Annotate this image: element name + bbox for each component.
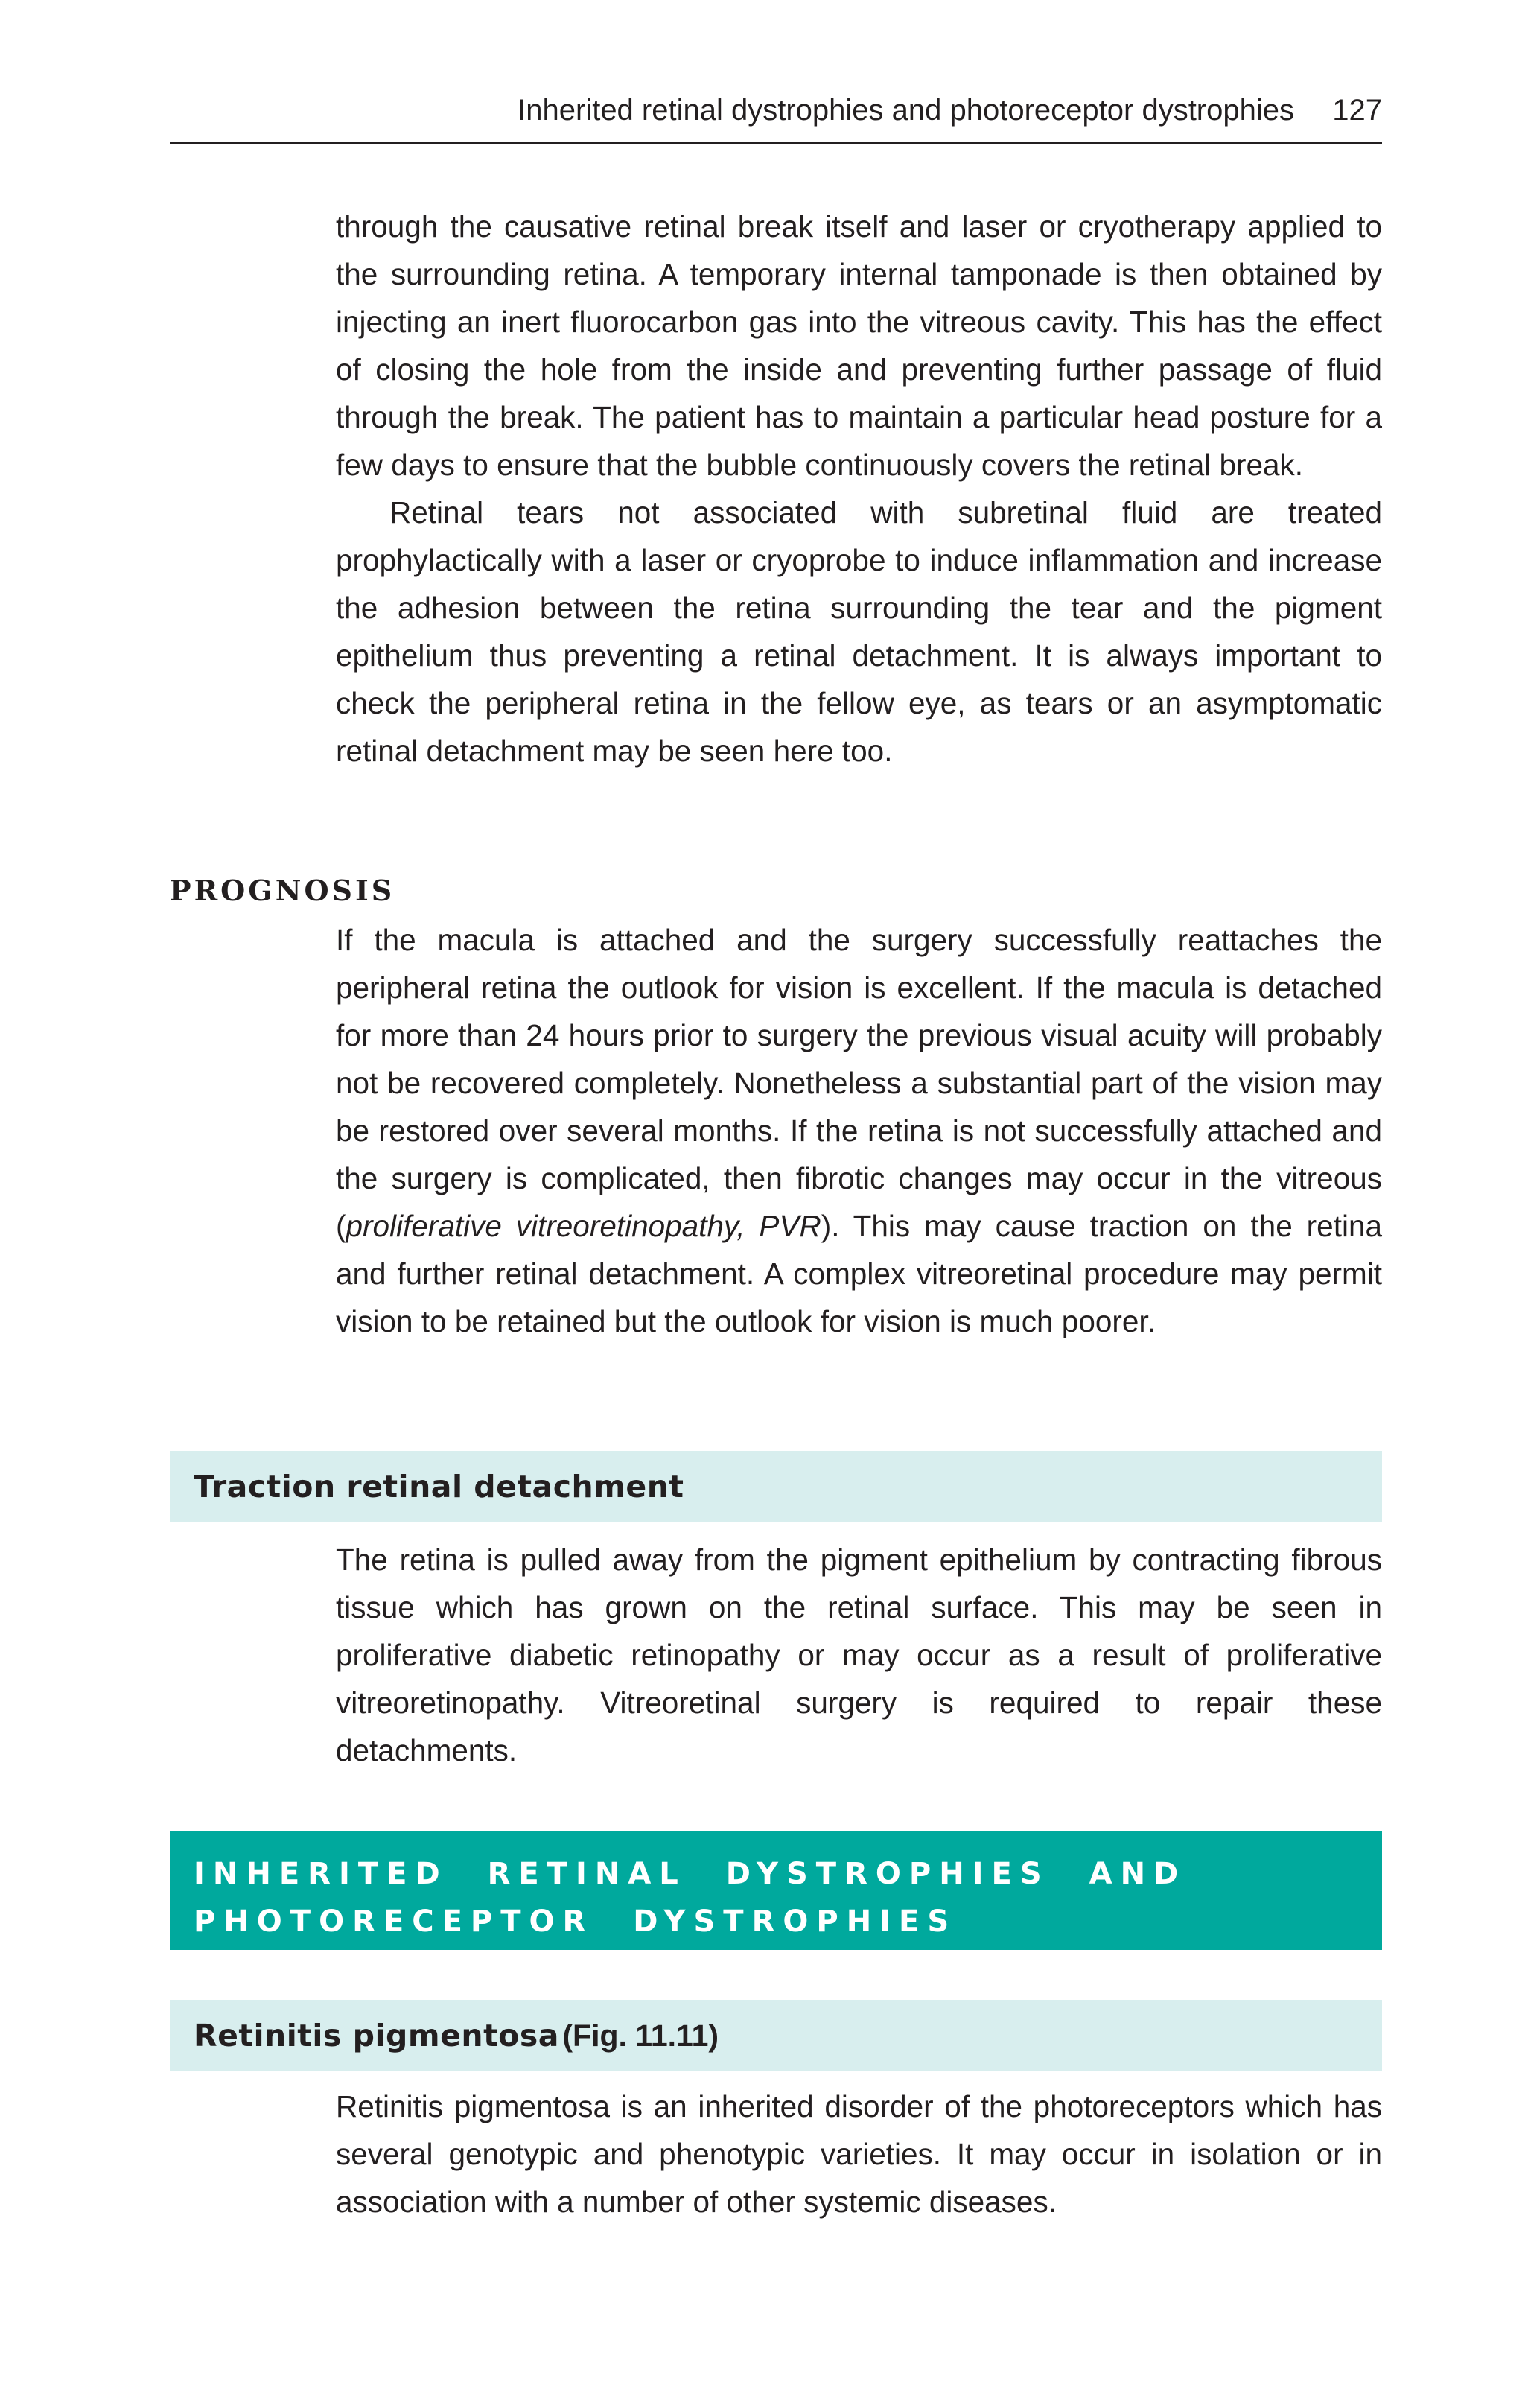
rp-fig-reference: (Fig. 11.11) — [562, 2018, 719, 2053]
prognosis-text — [336, 916, 1382, 1345]
page-number: 127 — [1332, 94, 1382, 127]
section-heading-band — [170, 1831, 1382, 1950]
traction-heading: Traction retinal detachment — [194, 1469, 684, 1505]
prognosis-paragraph — [336, 916, 1382, 1345]
prognosis-italic-term: proliferative vitreoretinopathy, PVR — [346, 1209, 821, 1243]
rp-heading-band — [170, 2000, 1382, 2071]
rp-text — [336, 2083, 1382, 2226]
section-heading-line-2: PHOTORECEPTOR DYSTROPHIES — [194, 1905, 958, 1939]
running-title: Inherited retinal dystrophies and photoreceptor dystrophies — [518, 94, 1294, 127]
rp-heading: Retinitis pigmentosa — [194, 2018, 559, 2053]
rp-paragraph: Retinitis pigmentosa is an inherited disorder of the photoreceptors which has several genotypic and phenotypic varieties. It may occur in isolation or in association with a number of other systemic diseases. — [336, 2089, 1382, 2219]
prognosis-heading: PROGNOSIS — [170, 874, 395, 907]
section-heading-line-1: INHERITED RETINAL DYSTROPHIES AND — [194, 1857, 1187, 1891]
traction-heading-band — [170, 1451, 1382, 1522]
intro-paragraph-2: Retinal tears not associated with subretinal fluid are treated prophylactically with a laser or cryoprobe to induce inflammation and increase the adhesion between the retina surrounding the tear and the pigment epithelium thus preventing a retinal detachment. It is always important to check the peripheral retina in the fellow eye, as tears or an asymptomatic retinal detachment may be seen here too. — [336, 495, 1382, 768]
traction-paragraph: The retina is pulled away from the pigment epithelium by contracting fibrous tissue which has grown on the retinal surface. This may be seen in proliferative diabetic retinopathy or may occur as a result of proliferative vitreoretinopathy. Vitreoretinal surgery is required to repair these detachments. — [336, 1543, 1382, 1767]
intro-text — [336, 203, 1382, 775]
prognosis-text-part-2: ). This may cause traction on the retina and further retinal detachment. A complex vitreoretinal procedure may permit vision to be retained but the outlook for vision is much poorer. — [336, 1209, 1382, 1338]
prognosis-text-part-1: If the macula is attached and the surgery successfully reattaches the peripheral retina the outlook for vision is excellent. If the macula is detached for more than 24 hours prior to surgery the previous visual acuity will probably not be recovered completely. Nonetheless a substantial part of the vision may be restored over several months. If the retina is not successfully attached and the surgery is complicated, then fibrotic changes may occur in the vitreous ( — [336, 923, 1382, 1243]
running-header — [170, 88, 1382, 144]
traction-text — [336, 1536, 1382, 1774]
intro-paragraph-1: through the causative retinal break itself and laser or cryotherapy applied to the surrounding retina. A temporary internal tamponade is then obtained by injecting an inert fluorocarbon gas into the vitreous cavity. This has the effect of closing the hole from the inside and preventing further passage of fluid through the break. The patient has to maintain a particular head posture for a few days to ensure that the bubble continuously covers the retinal break. — [336, 209, 1382, 482]
